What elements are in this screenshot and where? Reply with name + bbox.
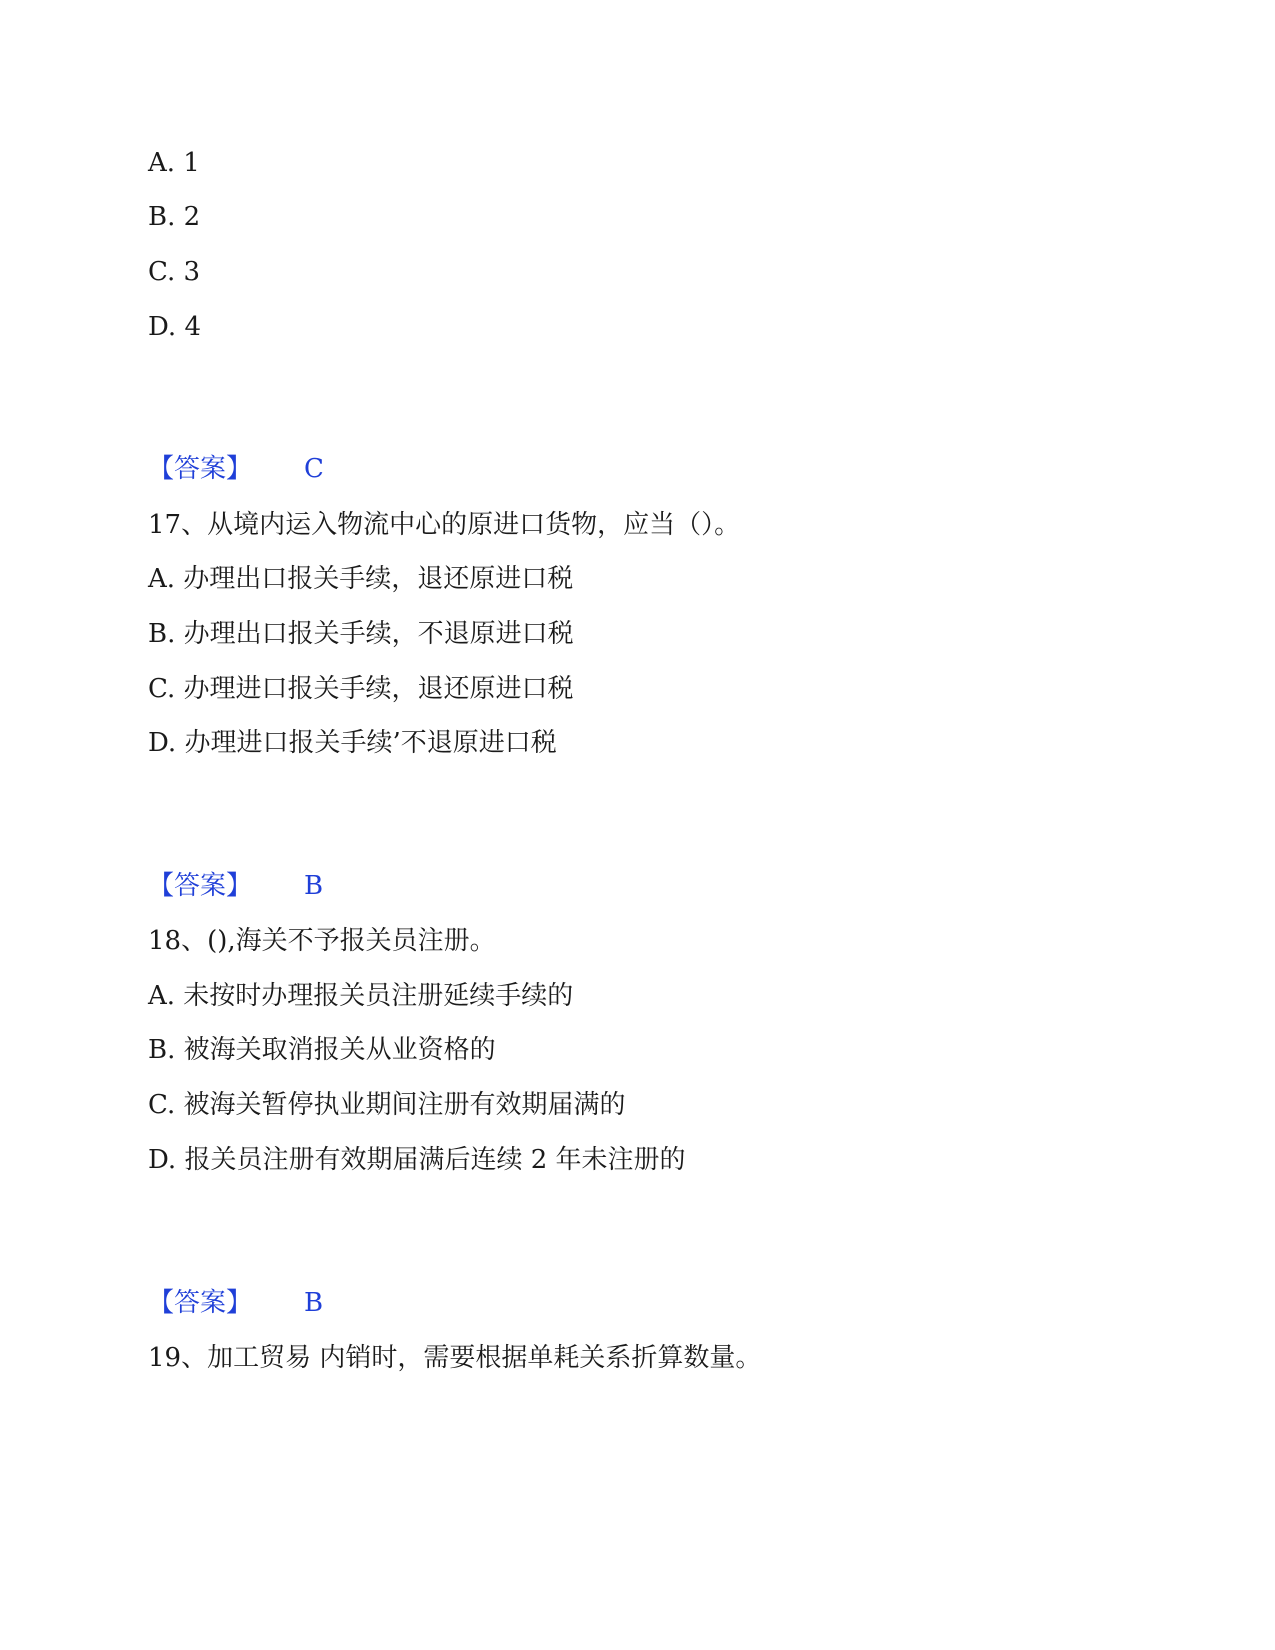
q18-question: 18、(),海关不予报关员注册。 [148,926,496,956]
q18-option-c: C. 被海关暂停执业期间注册有效期届满的 [148,1090,626,1120]
q17-answer [148,869,323,903]
q16-option-d: D. 4 [148,312,201,342]
q17-option-d: D. 办理进口报关手续’不退原进口税 [148,728,557,758]
q16-answer [148,452,324,486]
answer-value: B [304,871,324,901]
answer-value: B [304,1288,324,1318]
answer-label: 【答案】 [148,454,253,484]
q17-option-a: A. 办理出口报关手续，退还原进口税 [148,564,574,594]
q17-option-c: C. 办理进口报关手续，退还原进口税 [148,674,574,704]
q18-option-b: B. 被海关取消报关从业资格的 [148,1035,496,1065]
q18-answer [148,1286,323,1320]
q16-option-b: B. 2 [148,202,201,232]
answer-label: 【答案】 [148,871,253,901]
q17-option-b: B. 办理出口报关手续，不退原进口税 [148,619,574,649]
q18-option-a: A. 未按时办理报关员注册延续手续的 [148,981,574,1011]
q17-question: 17、从境内运入物流中心的原进口货物，应当（）。 [148,510,741,540]
q16-option-c: C. 3 [148,257,201,287]
q19-question: 19、加工贸易 内销时，需要根据单耗关系折算数量。 [148,1343,762,1373]
answer-value: C [304,454,324,484]
answer-label: 【答案】 [148,1288,253,1318]
q16-option-a: A. 1 [148,148,200,178]
q18-option-d: D. 报关员注册有效期届满后连续 2 年未注册的 [148,1145,686,1175]
